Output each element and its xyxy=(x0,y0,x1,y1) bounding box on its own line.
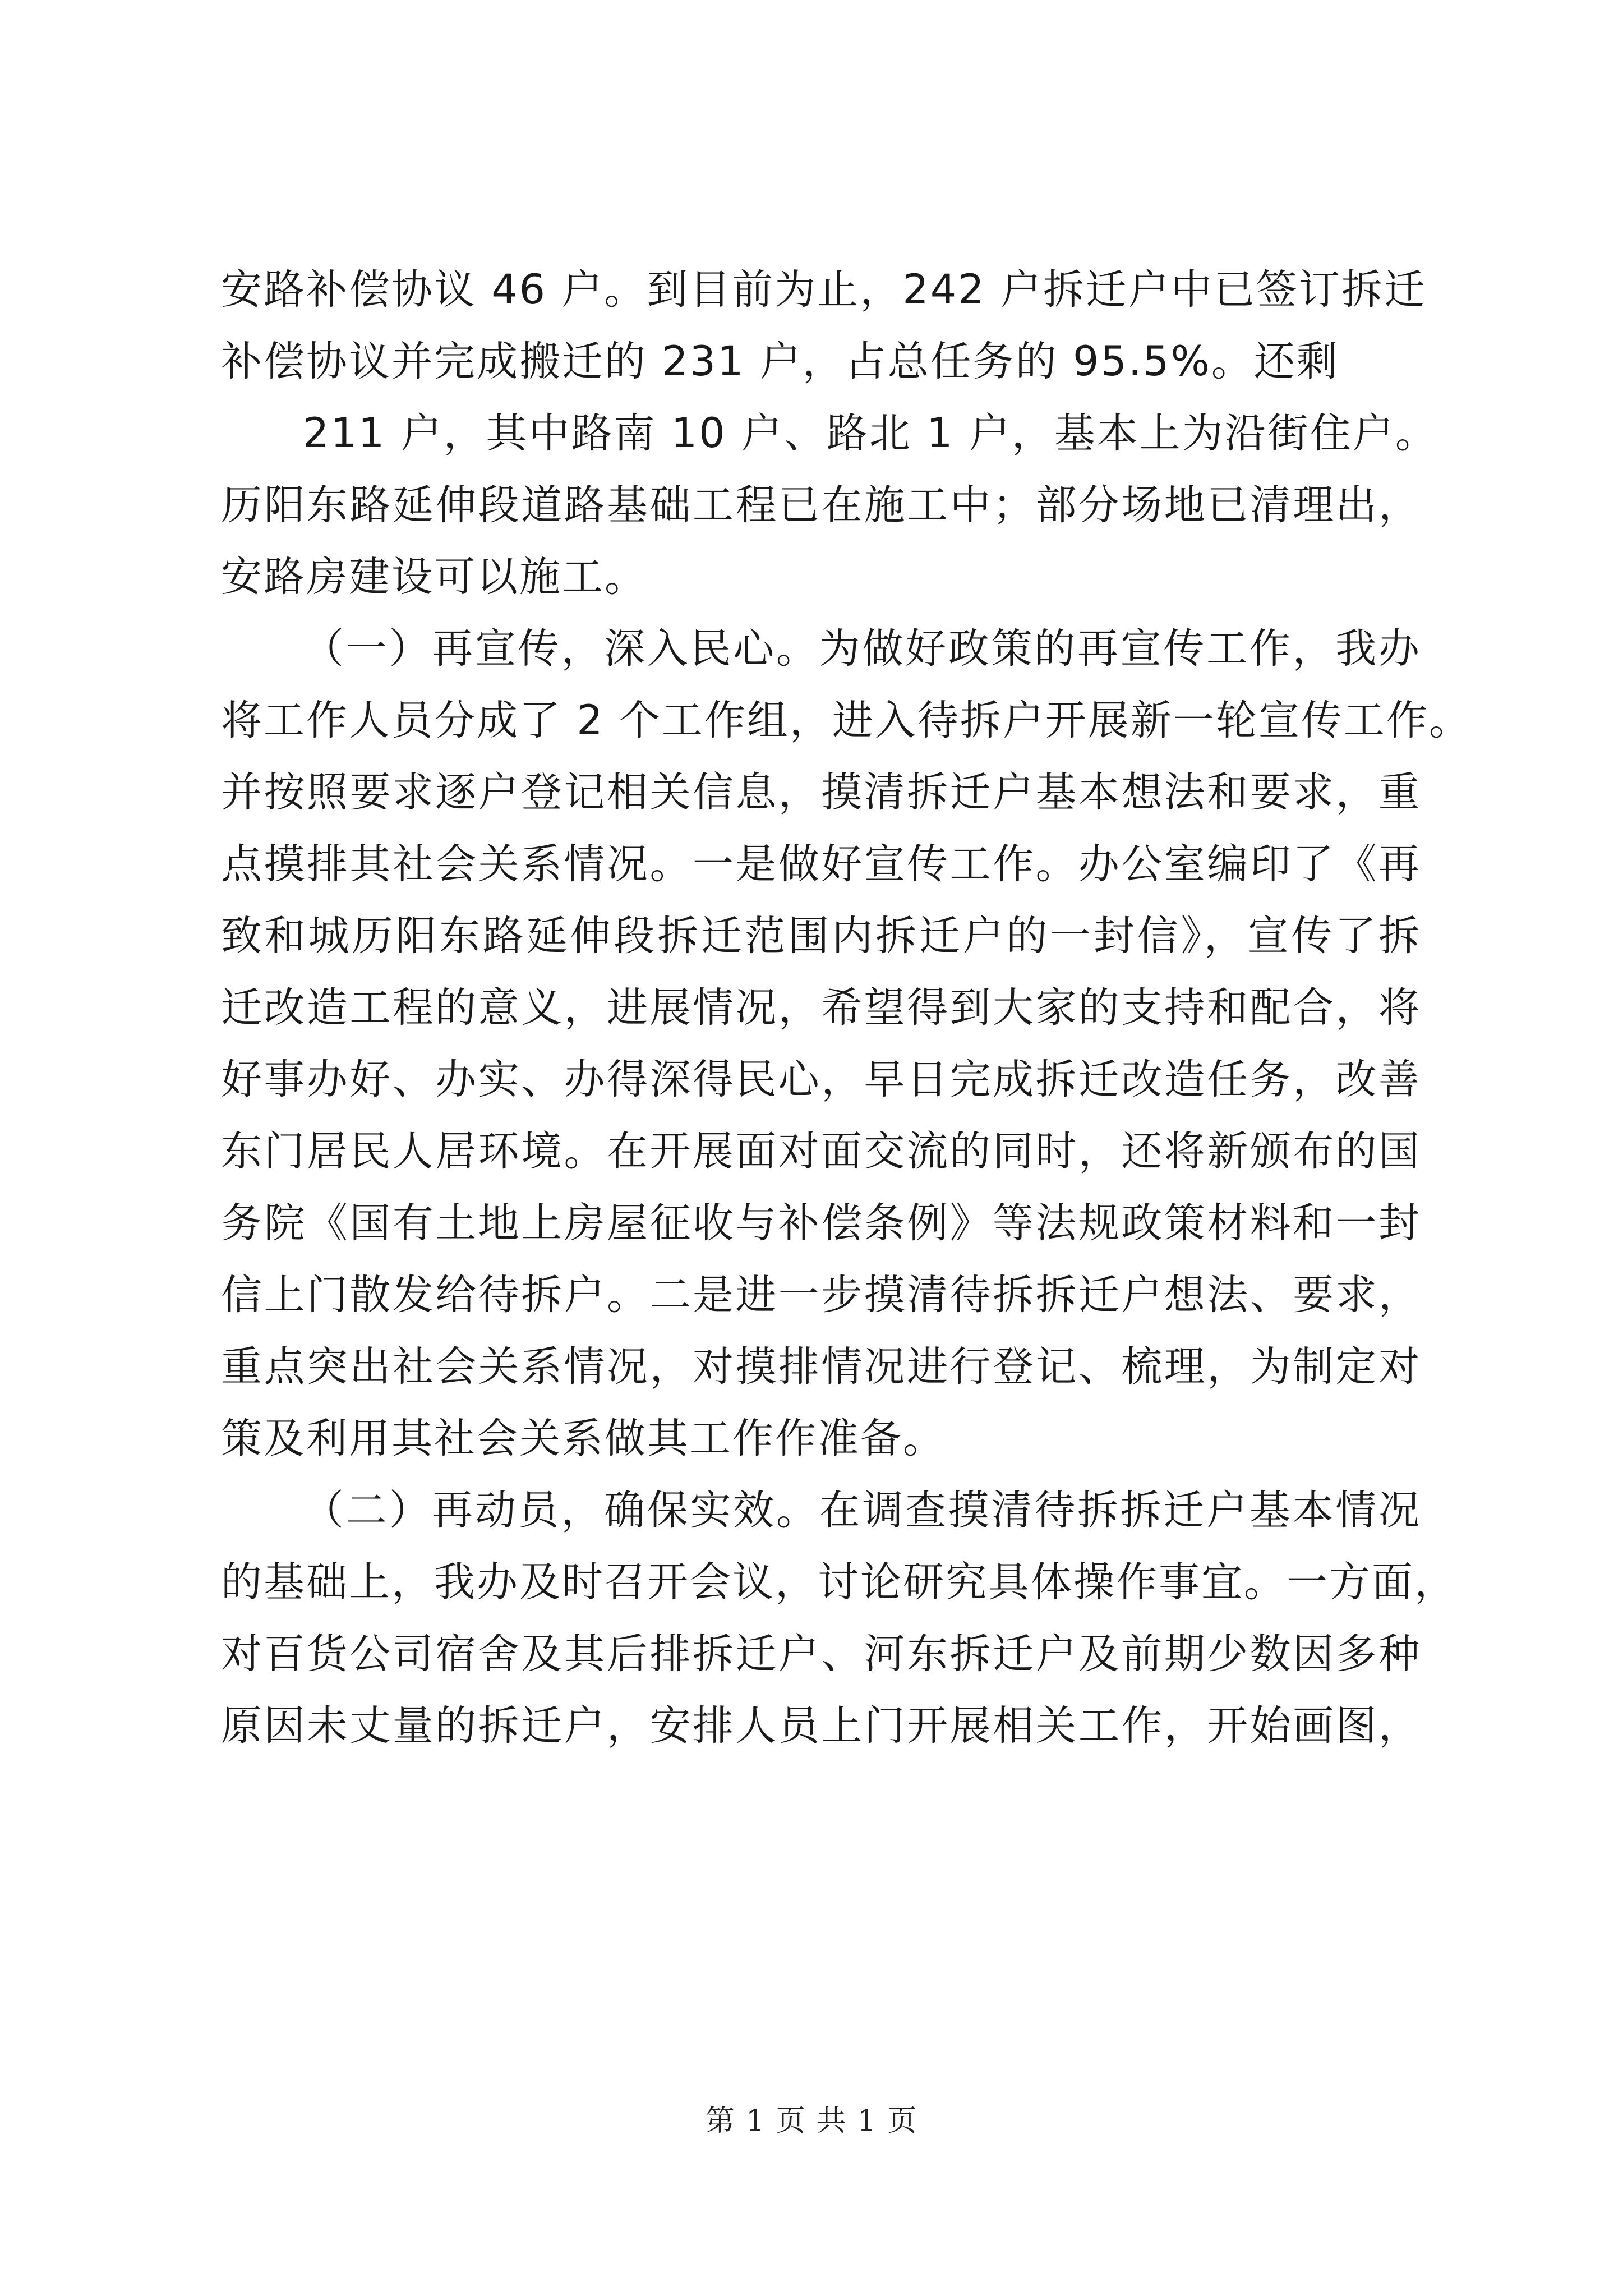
text-line: 策及利用其社会关系做其工作作准备。 xyxy=(221,1415,946,1462)
text-line: 点摸排其社会关系情况。一是做好宣传工作。办公室编印了《再 xyxy=(221,840,1421,888)
text-line: 迁改造工程的意义，进展情况，希望得到大家的支持和配合，将 xyxy=(221,984,1421,1032)
document-body xyxy=(221,254,1472,1762)
text-line: 安路房建设可以施工。 xyxy=(221,553,647,601)
text-line: 务院《国有土地上房屋征收与补偿条例》等法规政策材料和一封 xyxy=(221,1199,1421,1247)
text-line: 重点突出社会关系情况，对摸排情况进行登记、梳理，为制定对 xyxy=(221,1343,1421,1391)
text-line: 将工作人员分成了 2 个工作组，进入待拆户开展新一轮宣传工作。 xyxy=(221,697,1472,744)
paragraph-first-line: （一）再宣传，深入民心。为做好政策的再宣传工作，我办 xyxy=(303,625,1421,673)
text-line: 好事办好、办实、办得深得民心，早日完成拆迁改造任务，改善 xyxy=(221,1056,1421,1103)
text-line: 安路补偿协议 46 户。到目前为止，242 户拆迁户中已签订拆迁 xyxy=(221,266,1427,314)
text-line: 信上门散发给待拆户。二是进一步摸清待拆拆迁户想法、要求， xyxy=(221,1271,1421,1319)
paragraph-first-line: （二）再动员，确保实效。在调查摸清待拆拆迁户基本情况 xyxy=(303,1487,1421,1534)
text-line: 补偿协议并完成搬迁的 231 户，占总任务的 95.5%。还剩 xyxy=(221,338,1339,385)
page-number-footer: 第 1 页 共 1 页 xyxy=(705,2104,918,2138)
paragraph-first-line: 211 户，其中路南 10 户、路北 1 户，基本上为沿街住户。 xyxy=(303,409,1438,457)
text-line: 对百货公司宿舍及其后排拆迁户、河东拆迁户及前期少数因多种 xyxy=(221,1630,1421,1678)
text-line: 致和城历阳东路延伸段拆迁范围内拆迁户的一封信》，宣传了拆 xyxy=(221,912,1421,960)
text-line: 原因未丈量的拆迁户，安排人员上门开展相关工作，开始画图， xyxy=(221,1702,1421,1750)
text-line: 的基础上，我办及时召开会议，讨论研究具体操作事宜。一方面， xyxy=(221,1558,1457,1606)
text-line: 东门居民人居环境。在开展面对面交流的同时，还将新颁布的国 xyxy=(221,1128,1421,1175)
text-line: 历阳东路延伸段道路基础工程已在施工中；部分场地已清理出， xyxy=(221,481,1421,529)
text-line: 并按照要求逐户登记相关信息，摸清拆迁户基本想法和要求，重 xyxy=(221,769,1421,816)
